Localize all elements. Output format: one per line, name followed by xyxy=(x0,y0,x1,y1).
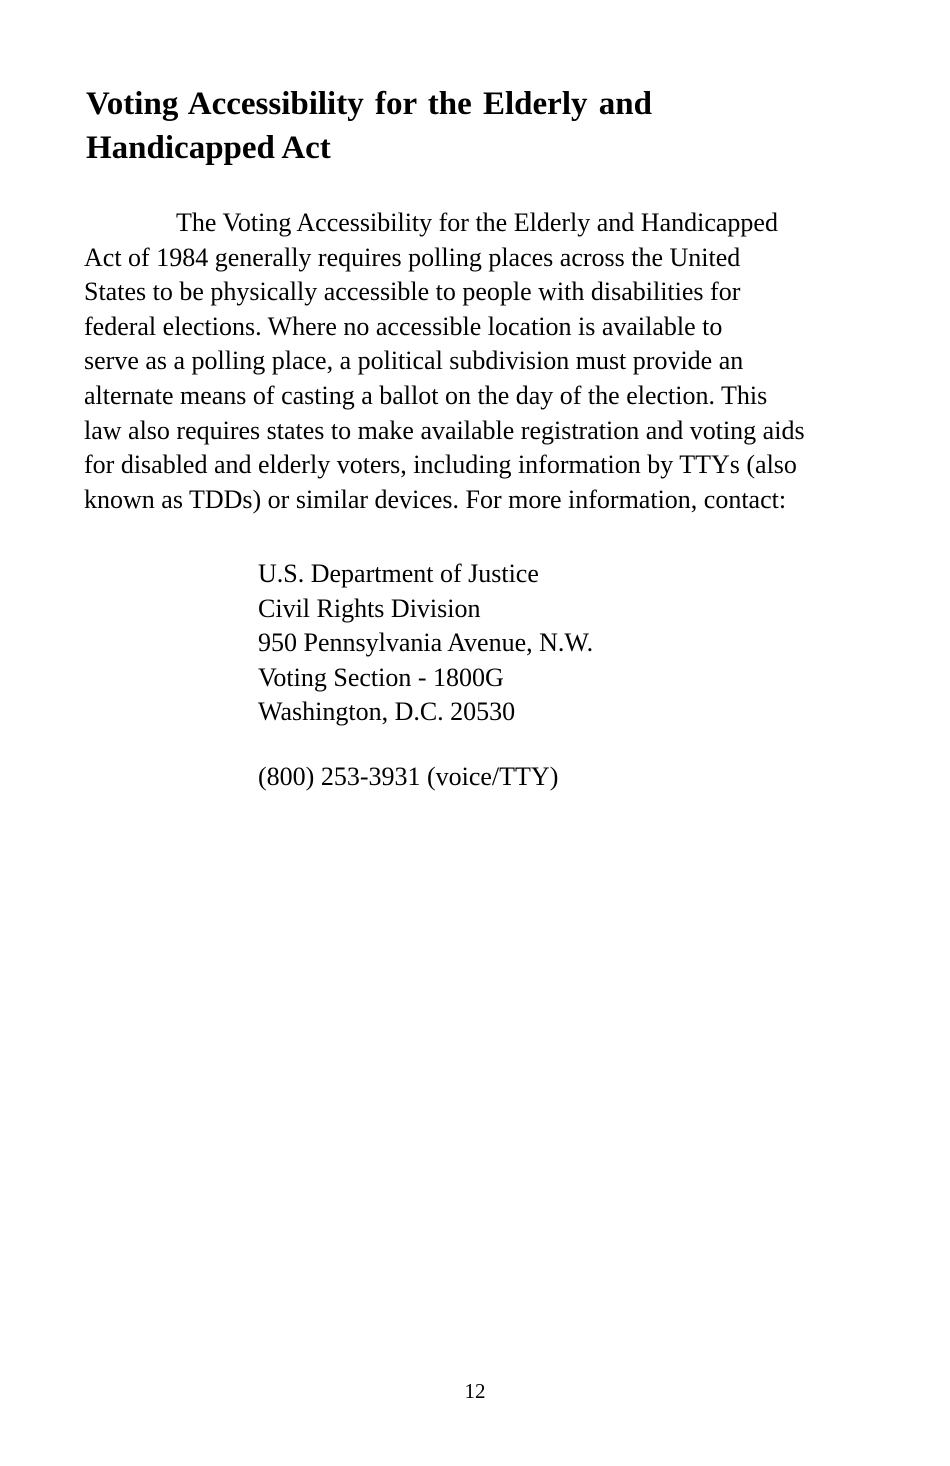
body-paragraph xyxy=(84,206,874,517)
address-line: Voting Section - 1800G xyxy=(258,662,504,692)
paragraph-line: known as TDDs) or similar devices. For more information, contact: xyxy=(84,484,787,514)
paragraph-line: for disabled and elderly voters, including information by TTYs (also xyxy=(84,450,797,480)
paragraph-line: serve as a polling place, a political subdivision must provide an xyxy=(84,346,744,376)
address-line: Washington, D.C. 20530 xyxy=(258,697,516,727)
address-line: U.S. Department of Justice xyxy=(258,559,539,588)
paragraph-line: States to be physically accessible to people with disabilities for xyxy=(84,277,741,307)
contact-phone: (800) 253-3931 (voice/TTY) xyxy=(258,762,559,791)
address-line: Civil Rights Division xyxy=(258,593,481,623)
paragraph-line: The Voting Accessibility for the Elderly and Handicapped xyxy=(176,208,778,237)
section-heading xyxy=(86,82,866,170)
address-line: 950 Pennsylvania Avenue, N.W. xyxy=(258,628,594,658)
paragraph-line: federal elections. Where no accessible location is available to xyxy=(84,311,723,341)
section-heading-line: Handicapped Act xyxy=(86,130,331,166)
contact-address xyxy=(258,557,593,730)
paragraph-line: Act of 1984 generally requires polling places across the United xyxy=(84,242,741,272)
page-number: 12 xyxy=(464,1379,486,1403)
paragraph-line: law also requires states to make available registration and voting aids xyxy=(84,415,805,445)
section-heading-line: Voting Accessibility for the Elderly and xyxy=(86,86,652,122)
paragraph-line: alternate means of casting a ballot on the day of the election. This xyxy=(84,380,768,410)
